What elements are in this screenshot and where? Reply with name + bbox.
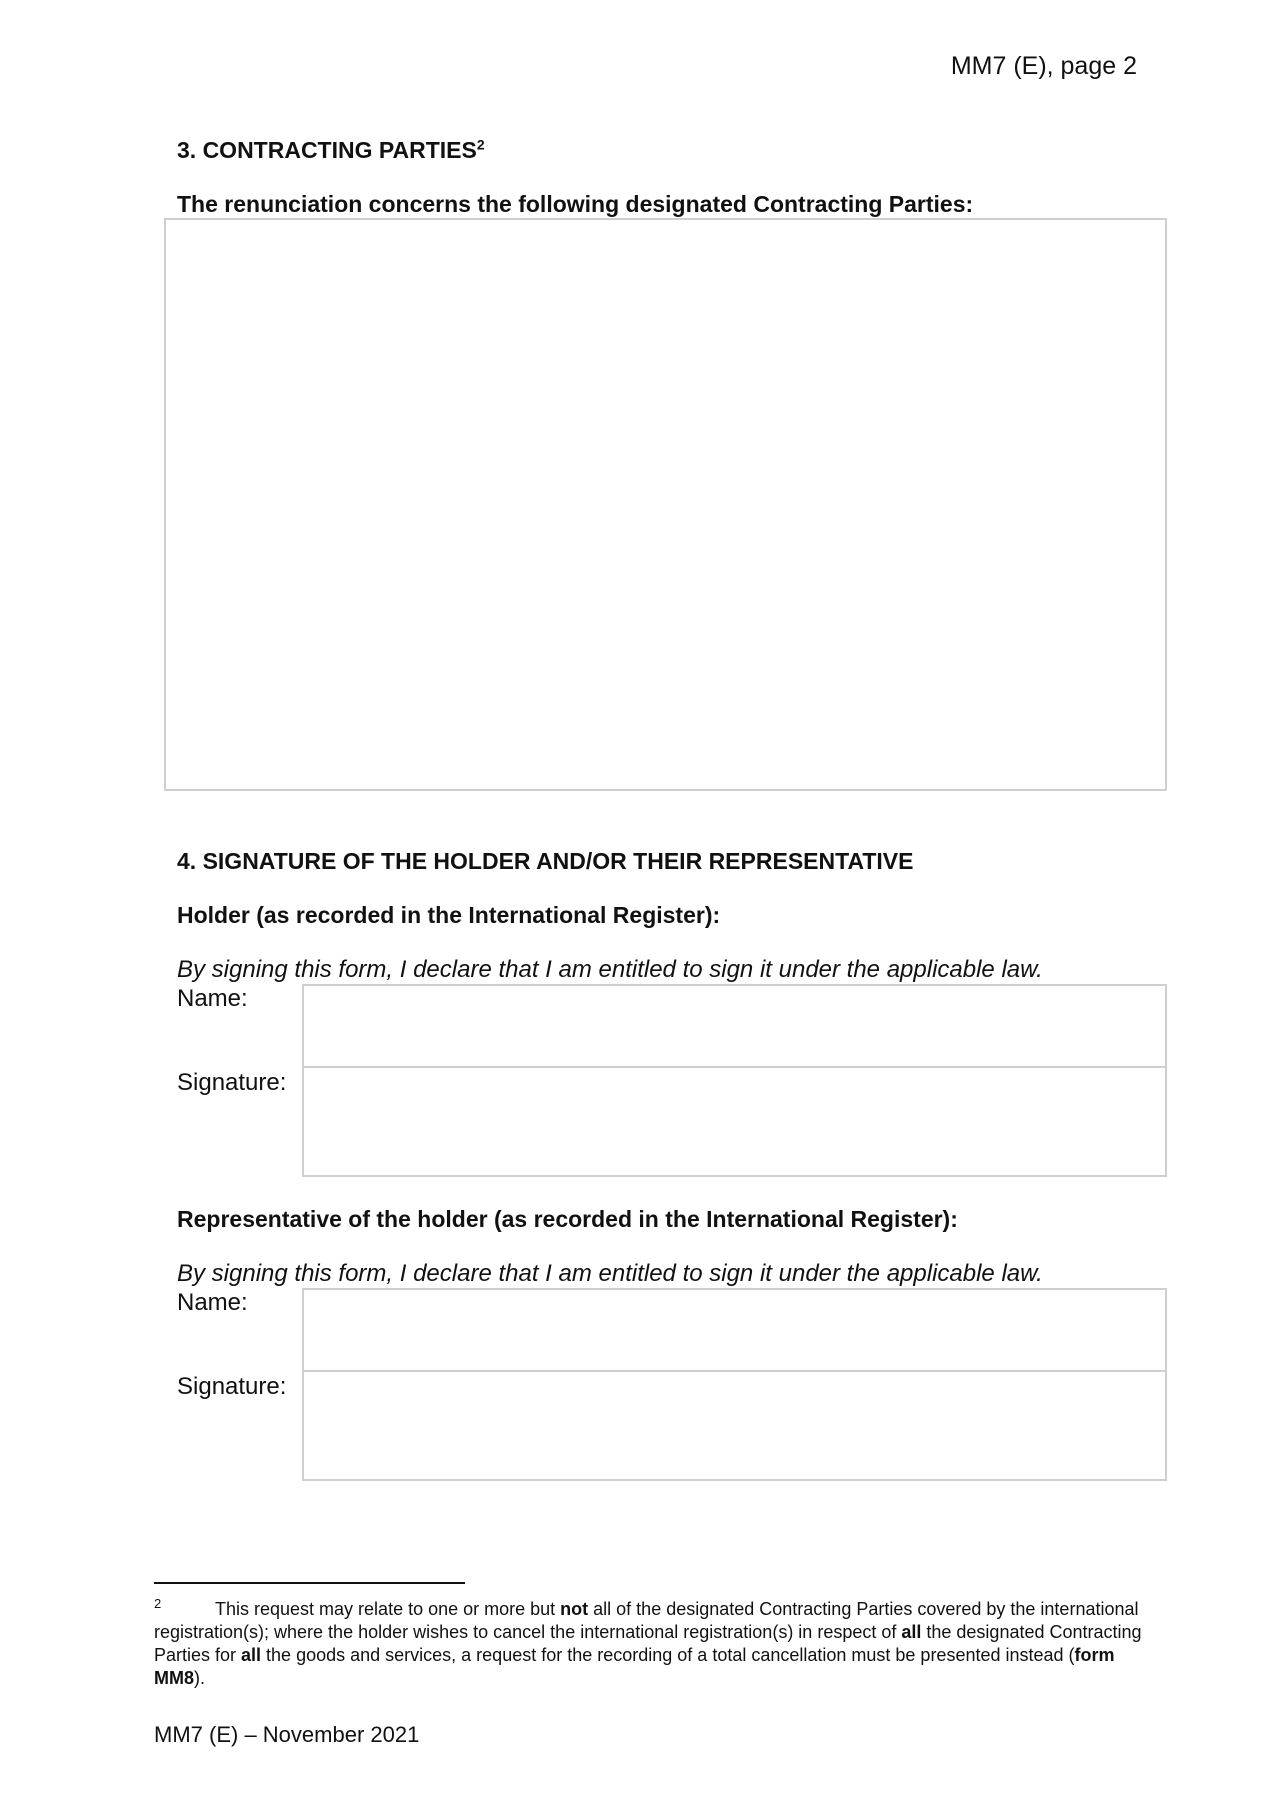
contracting-parties-intro: The renunciation concerns the following designated Contracting Parties: — [177, 191, 974, 217]
holder-declaration: By signing this form, I declare that I am entitled to sign it under the applicable law. — [177, 956, 1043, 983]
footnote-bold-3: all — [241, 1645, 262, 1665]
footnote-text-5: ). — [194, 1668, 205, 1688]
footnote-text-2: all of the designated Contracting Parties covered by the international registration(s); where the holder wishes to cancel the international registration(s) in respect of — [154, 1599, 1139, 1642]
holder-signature-field[interactable] — [302, 1066, 1167, 1177]
representative-name-label: Name: — [177, 1289, 248, 1316]
representative-heading: Representative of the holder (as recorded in the International Register): — [177, 1206, 958, 1232]
page-footer: MM7 (E) – November 2021 — [154, 1722, 420, 1747]
contracting-parties-input[interactable] — [164, 218, 1167, 791]
footnote-text-4: the goods and services, a request for the recording of a total cancellation must be presented instead ( — [261, 1645, 1075, 1665]
footnote-bold-2: all — [901, 1622, 922, 1642]
representative-signature-label: Signature: — [177, 1373, 287, 1400]
holder-heading: Holder (as recorded in the International Register): — [177, 902, 721, 928]
representative-declaration: By signing this form, I declare that I am entitled to sign it under the applicable law. — [177, 1260, 1043, 1287]
footnote-text-3: the designated Contracting Parties for — [154, 1622, 1142, 1665]
footnote-text-1: This request may relate to one or more but — [215, 1599, 561, 1619]
holder-name-field[interactable] — [302, 984, 1167, 1068]
footnote-ref: 2 — [476, 136, 485, 153]
holder-signature-label: Signature: — [177, 1069, 287, 1096]
footnote-divider — [154, 1582, 465, 1584]
page-header: MM7 (E), page 2 — [950, 52, 1137, 80]
representative-signature-field[interactable] — [302, 1370, 1167, 1481]
footnote: 2 This request may relate to one or more but not all of the designated Contracting Parties covered by the international registration(s); where the holder wishes to cancel the international registration(s) in respect of all the designated Contracting Parties for all the goods and services, a request for the recording of a total cancellation must be presented instead (form MM8). — [154, 1596, 1142, 1688]
footnote-bold-4: form MM8 — [154, 1645, 1115, 1688]
section-3-heading — [177, 137, 485, 164]
section-3-heading-text: 3. CONTRACTING PARTIES — [177, 137, 477, 163]
holder-name-label: Name: — [177, 985, 248, 1012]
footnote-bold-1: not — [560, 1599, 589, 1619]
section-4-heading: 4. SIGNATURE OF THE HOLDER AND/OR THEIR REPRESENTATIVE — [177, 848, 914, 874]
representative-name-field[interactable] — [302, 1288, 1167, 1372]
